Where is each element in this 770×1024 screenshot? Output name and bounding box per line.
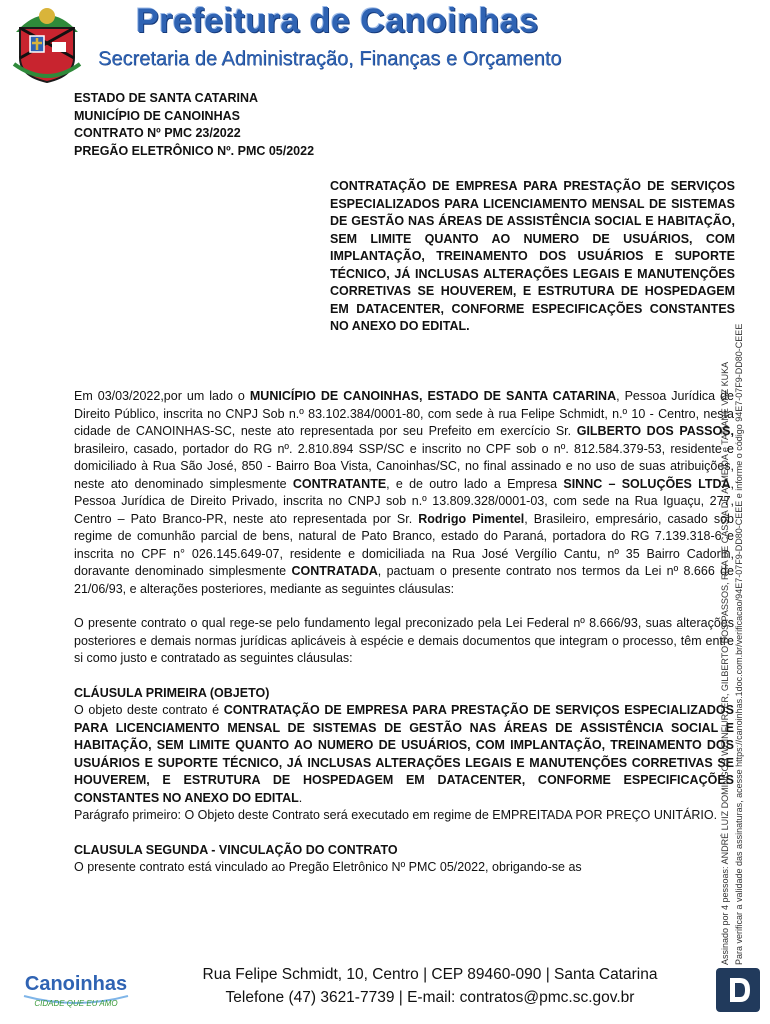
footer-address: Rua Felipe Schmidt, 10, Centro | CEP 89460-090 | Santa Catarina [202,966,658,983]
clause-two-title: CLAUSULA SEGUNDA - VINCULAÇÃO DO CONTRATO [74,842,398,857]
footer-phone-email: Telefone (47) 3621-7739 | E-mail: contratos@pmc.sc.gov.br [225,989,635,1006]
logo-wordmark: Canoinhas [24,973,128,995]
heading-auction-number: PREGÃO ELETRÔNICO Nº. PMC 05/2022 [74,143,315,158]
contract-body [74,388,734,877]
footer-contact [150,963,710,1009]
clause-one-title: CLÁUSULA PRIMEIRA (OBJETO) [74,685,270,700]
verification-line: Para verificar a validade das assinaturas, acesse https://canoinhas.1doc.com.br/verificacao/94E7-07F9-DD80-CEEE e informe o código 94E7-07F9-DD80-CEEE [734,323,744,965]
text-run: O objeto deste contrato é [74,703,224,717]
clause-one-paragraph-one: Parágrafo primeiro: O Objeto deste Contrato será executado em regime de EMPREITADA POR PREÇO UNITÁRIO. [74,808,718,822]
logo-slogan: CIDADE QUE EU AMO [34,999,118,1008]
parties-paragraph [74,388,734,598]
signers-line: Assinado por 4 pessoas: ANDRÉ LUIZ DOMINGOS WEINFURTER, GILBERTO DOS PASSOS, RITA DE CÁSSIA DE ALMEIDA e TATIANE VAZ KUKA [720,361,730,965]
text-run: . [298,790,303,805]
text-run: brasileiro, casado, portador do RG nº. 2.810.894 SSP/SC e inscrito no CPF sob o nº. 812.584.379-53, residente e domiciliado à Rua São José, 850 - Bairro Boa Vista, Canoinhas/SC, no final assinado e no uso de suas atribuições, neste ato denominado simplesmente [74,441,734,491]
heading-state: ESTADO DE SANTA CATARINA [74,91,259,105]
contract-heading [74,90,314,160]
text-run: , Pessoa Jurídica de Direito Público, inscrita no CNPJ Sob n.º 83.102.384/0001-80, com sede à rua Felipe Schmidt, n.º 10 - Centro, nesta cidade de CANOINHAS-SC, neste ato representada por seu Prefeito em exercício Sr. [74,389,734,438]
municipal-crest-icon [6,2,88,84]
signature-verification-strip [708,250,748,970]
bold-run: SINNC – SOLUÇÕES LTDA [563,476,731,491]
spacer [74,825,734,842]
header-title: Prefeitura de Canoinhas [136,2,539,40]
spacer [74,598,734,615]
digital-signature-seal-icon [716,968,760,1012]
clause-two-text: O presente contrato está vinculado ao Pregão Eletrônico Nº PMC 05/2022, obrigando-se as [74,860,582,874]
object-summary: CONTRATAÇÃO DE EMPRESA PARA PRESTAÇÃO DE SERVIÇOS ESPECIALIZADOS PARA LICENCIAMENTO MENSAL DE SISTEMAS DE GESTÃO NAS ÁREAS DE ASSISTÊNCIA SOCIAL E HABITAÇÃO, SEM LIMITE QUANTO AO NUMERO DE USUÁRIOS, COM IMPLANTAÇÃO, TREINAMENTO DOS USUÁRIOS E SUPORTE TÉCNICO, JÁ INCLUSAS ALTERAÇÕES LEGAIS E MANUTENÇÕES CORRETIVAS SE HOUVEREM, E ESTRUTURA DE HOSPEDAGEM EM DATACENTER, CONFORME ESPECIFICAÇÕES CONSTANTES NO ANEXO DO EDITAL. [330,179,735,333]
text-run: , Pessoa Jurídica de Direito Privado, inscrita no CNPJ sob n.º 13.809.328/0001-03, com sede na Rua Iguaçu, 277, Centro – Pato Branco-PR, neste ato representada por Sr. [74,476,735,526]
text-run: , Brasileiro, empresário, casado sob regime de comunhão parcial de bens, natural de Pato Branco, estado do Paraná, portadora do RG 7.139.318-6 e inscrita no CPF n° 026.145.649-07, residente e domiciliada na Rua José Vergílio Cantu, nº 35 Bairro Cadorin, doravante denominado simplesmente [74,511,734,578]
letterhead [0,0,770,88]
bold-run: CONTRATAÇÃO DE EMPRESA PARA PRESTAÇÃO DE SERVIÇOS ESPECIALIZADOS PARA LICENCIAMENTO MENSAL DE SISTEMAS DE GESTÃO NAS ÁREAS DE ASSISTÊNCIA SOCIAL E HABITAÇÃO, SEM LIMITE QUANTO AO NUMERO DE USUÁRIOS, COM IMPLANTAÇÃO, TREINAMENTO DOS USUÁRIOS E SUPORTE TÉCNICO, JÁ INCLUSAS ALTERAÇÕES LEGAIS E MANUTENÇÕES CORRETIVAS SE HOUVEREM, E ESTRUTURA DE HOSPEDAGEM EM DATACENTER, CONFORME ESPECIFICAÇÕES CONSTANTES NO ANEXO DO EDITAL [74,703,734,805]
bold-run: CONTRATADA [291,564,378,578]
bold-run: Rodrigo Pimentel [418,511,525,526]
spacer [74,668,734,685]
clause-one-text [74,702,734,807]
text-run: , e de outro lado a Empresa [386,476,564,491]
preamble-paragraph: O presente contrato o qual rege-se pelo fundamento legal preconizado pela Lei Federal nº 8.666/93, suas alterações posteriores e demais normas jurídicas aplicáveis à espécie e demais documentos que integram o processo, têm entre si como justo e contratado as seguintes cláusulas: [74,616,734,665]
heading-municipality: MUNICÍPIO DE CANOINHAS [74,108,240,123]
text-run: , pactuam o presente contrato nos termos da Lei nº 8.666 de 21/06/93, e alterações posteriores, mediante as seguintes cláusulas: [74,564,734,596]
bold-run: CONTRATANTE [292,476,387,491]
canoinhas-logo [20,966,132,1010]
seal-glyph-icon [716,968,760,1012]
bold-run: GILBERTO DOS PASSOS, [576,424,734,438]
header-subtitle: Secretaria de Administração, Finanças e Orçamento [98,48,562,70]
heading-contract-number: CONTRATO Nº PMC 23/2022 [74,126,241,140]
text-run: Em 03/03/2022,por um lado o [74,389,250,403]
bold-run: MUNICÍPIO DE CANOINHAS, ESTADO DE SANTA CATARINA [249,389,617,403]
